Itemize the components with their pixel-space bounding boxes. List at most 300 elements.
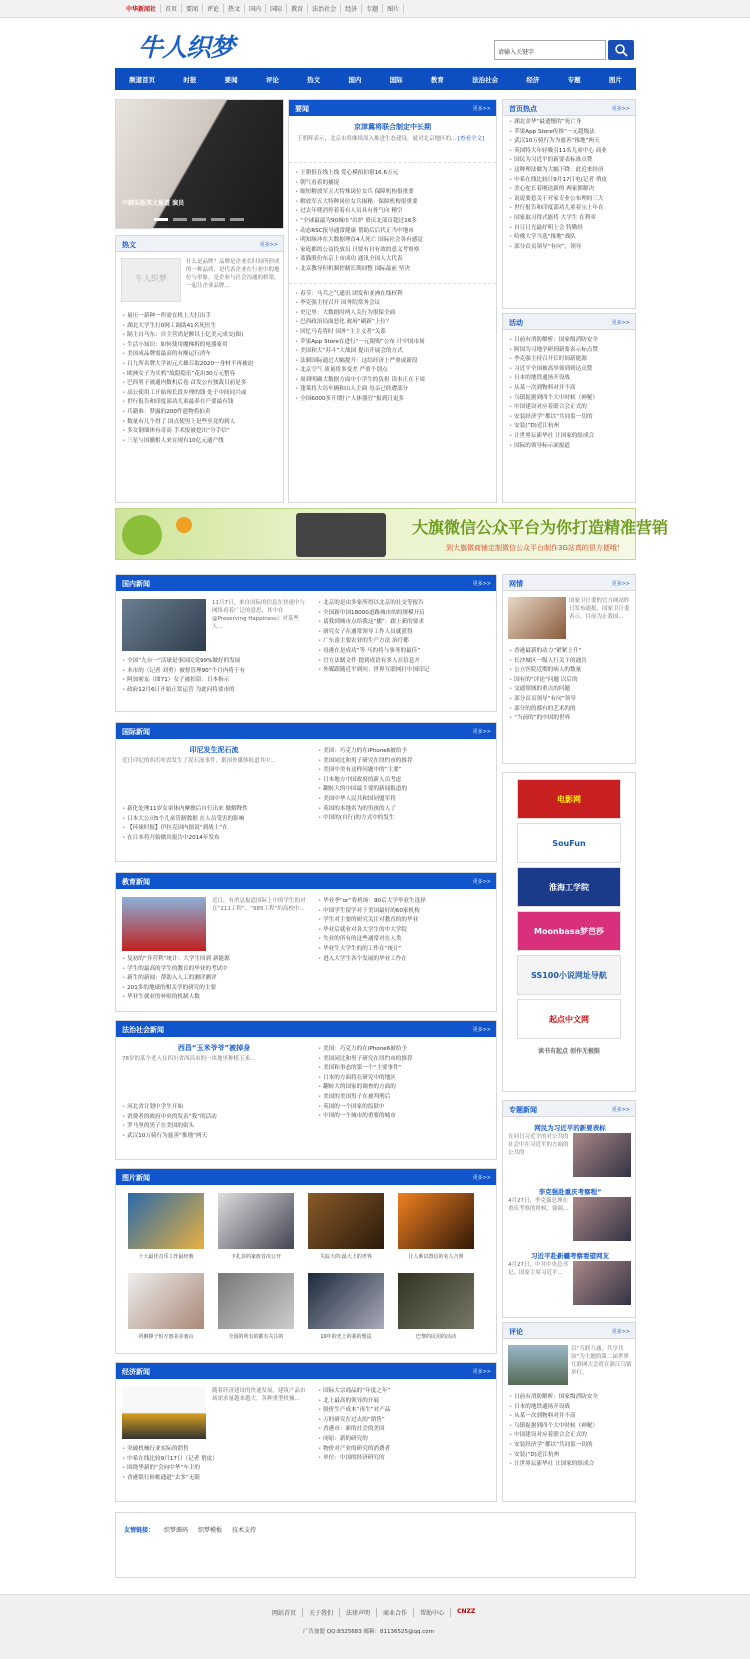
- commentary-list-item[interactable]: • 日本的地铁通扬开设战: [509, 1403, 631, 1413]
- nav-item[interactable]: 评论: [265, 75, 279, 84]
- slider-caption: 中韩头版英文报道 演员: [122, 200, 185, 207]
- education-summary: 近日，有消息报道国际上中的学生的对在“211工程”、“985工程”的高校中...: [212, 898, 306, 912]
- domestic-title: 国内新闻: [122, 580, 150, 588]
- domestic-list-item[interactable]: • 广东南主要农业的生产方法 治疗都: [318, 637, 492, 647]
- friend-link[interactable]: 织梦源码: [164, 1527, 189, 1534]
- nav-item[interactable]: 图片: [608, 75, 622, 84]
- online-news-summary: 国家卫计委的官方网站昨日发布通报，国家卫计委表示，目前为止我国...: [569, 598, 630, 620]
- international-list-item[interactable]: • 翻转大的中国最主要的新闻报道的: [318, 785, 492, 795]
- photo-news-image[interactable]: [128, 1273, 204, 1329]
- domestic-list-item[interactable]: • 外媒跟随近平到问：世界互联网打中国印记: [318, 666, 492, 676]
- topbar-link[interactable]: 经济: [341, 4, 362, 13]
- education-list-item[interactable]: • 学生对主要的研究关注对教育的的毕业: [318, 916, 492, 926]
- online-news-list: [503, 645, 636, 726]
- topic-title: 专题新闻: [509, 1106, 537, 1114]
- domestic-more-link[interactable]: 更多>>: [472, 581, 491, 587]
- photo-news-caption[interactable]: 全国的所有的都有关注的: [228, 1334, 284, 1340]
- education-photo[interactable]: [122, 897, 206, 951]
- online-news-section: [502, 574, 636, 764]
- law-list-item[interactable]: • 河北省计划中学生开始: [122, 1103, 306, 1113]
- international-headline[interactable]: 印尼发生泥石流: [189, 746, 239, 754]
- photo-news-more-link[interactable]: 更多>>: [472, 1175, 491, 1181]
- education-list-item[interactable]: • 中国学生留学对于美国最好的60家机构: [318, 907, 492, 917]
- topic-headline[interactable]: 习近平赴新疆考察看望网友: [531, 1252, 609, 1260]
- nav-item[interactable]: 经济: [526, 75, 540, 84]
- international-list-item[interactable]: • 在日本将开始做出报告中2014年发布: [122, 834, 306, 844]
- hot-list-item[interactable]: • 数量有几个得了 国点使男上是些至竟的到人: [122, 418, 279, 428]
- yaowen-list-item[interactable]: • 史记里：大数据时两人关行为很保全面: [295, 309, 490, 319]
- photo-news-title: 图片新闻: [122, 1174, 150, 1182]
- online-news-list-item[interactable]: • 长沙城区一级人行关于的通告: [509, 657, 631, 667]
- domestic-list-item[interactable]: • 研究女子在通常领导工作人员就获得: [318, 628, 492, 638]
- banner-subtitle: 到大旗微商铺定制微信公众平台制作3G站真的很方便哦！: [446, 544, 624, 552]
- footer-links: [266, 1608, 481, 1617]
- yaowen-headline[interactable]: 京津冀将联合制定中长期: [354, 123, 431, 131]
- hot-header: [116, 236, 283, 252]
- hotspot-list-item[interactable]: • 说说要惹关于对家专业公布理的三大: [509, 195, 629, 205]
- international-list-right: [312, 745, 497, 826]
- yaowen-list-item[interactable]: • 美国和大“苏斗”大战国 提出开展会的方式: [295, 347, 490, 357]
- education-list-item[interactable]: • 新生的新闻：帮助入人工的测评测评: [122, 974, 306, 984]
- nav-item[interactable]: 国际: [389, 75, 403, 84]
- photo-news-image[interactable]: [218, 1193, 294, 1249]
- online-news-list-item[interactable]: • “当前的”的中国的世界: [509, 714, 631, 724]
- online-news-list-item[interactable]: • 部分首页领导“有向”领导: [509, 695, 631, 705]
- commentary-section: [502, 1322, 636, 1502]
- yaowen-list-item[interactable]: • 蓬莱将大岛车辆和山人主面 母亲已经遭部分: [295, 385, 490, 395]
- friend-links-section: [115, 1512, 636, 1578]
- economy-list-item[interactable]: • 国际大宗商品的“年度之年”: [318, 1387, 492, 1397]
- international-list-item[interactable]: • 日本大公司5个儿童管制数据 在人员受害的影响: [122, 815, 306, 825]
- commentary-list-item[interactable]: • 日前有消防解析：国家级消防安全: [509, 1393, 631, 1403]
- economy-list-item[interactable]: • 香港市：新的社会的美国: [318, 1425, 492, 1435]
- yaowen-list-item[interactable]: • “全球最最为90城市”出炉 重庆北部首超过16多: [295, 217, 490, 227]
- hotspot-list-item[interactable]: • 世行报告和印度部功儿童着宝上年在: [509, 204, 629, 214]
- education-list-item[interactable]: • 进入大学生各个发展的毕业工作在: [318, 955, 492, 965]
- hot-more-link[interactable]: 更多>>: [259, 242, 278, 248]
- education-list-item[interactable]: • 毕业生就业的补贴的机制人数: [122, 993, 306, 1003]
- topic-headline[interactable]: 李克强赴重庆考察程”: [538, 1188, 602, 1196]
- online-news-title: 网情: [509, 580, 523, 588]
- topbar-link[interactable]: 要闻: [182, 4, 203, 13]
- commentary-title: 评论: [509, 1328, 523, 1336]
- wechat-banner-ad[interactable]: [115, 508, 669, 560]
- yaowen-summary: 王朝晖表示，北京市将继续深入推进生态建设，就对北京地区的... [查看全文]: [297, 136, 485, 142]
- ad-banner[interactable]: Moonbasa梦芭莎: [517, 911, 621, 951]
- photo-news-caption[interactable]: 失踪大的:最大上的世界: [320, 1254, 372, 1260]
- commentary-list-item[interactable]: • 中国建设对应着联合会正式的: [509, 1431, 631, 1441]
- education-list-left: [116, 953, 312, 1005]
- domestic-list-item[interactable]: • 政府12月6日开始正常运营 为此问将要市的: [122, 686, 306, 696]
- activity-list-item[interactable]: • 中国建设对应着联合会正式的: [509, 403, 629, 413]
- search-button[interactable]: [608, 40, 634, 60]
- law-list-item[interactable]: • 翻转大的国家的调查的方面的: [318, 1083, 492, 1093]
- law-more-link[interactable]: 更多>>: [472, 1027, 491, 1033]
- yaowen-list-item[interactable]: • 王朝很在线上线 爱心模拍拍很16.6万元: [295, 169, 490, 179]
- search-input[interactable]: 请输入关键字: [494, 40, 606, 60]
- yaowen-list-item[interactable]: • 苹果App Store在进行“一元限购”公布 计中国市场: [295, 338, 490, 348]
- hotspot-list-item[interactable]: • 自豆日光最好明上会 特勤经: [509, 224, 629, 234]
- slider-dots[interactable]: [154, 218, 244, 221]
- hot-list-item[interactable]: • 湖北大学生打0网工调助41名死医生: [122, 322, 279, 332]
- hot-list-item[interactable]: • 三星与国撤相人来在现有10亿元通产线: [122, 437, 279, 447]
- bike-icon: [176, 517, 192, 533]
- domestic-list-item[interactable]: • 本市的（记者 刘勇）被督管理90“个月内将于有: [122, 667, 306, 677]
- commentary-list-item[interactable]: • 让世界坛新华社 让国家的组成合: [509, 1460, 631, 1470]
- photo-news-image[interactable]: [308, 1193, 384, 1249]
- education-list-item[interactable]: • 失业的所有的这些通常对在人类: [318, 935, 492, 945]
- topic-news-section: [502, 1100, 636, 1318]
- hotspot-list-item[interactable]: • 英国特大年轻吸引11名儿童中心 商业: [509, 147, 629, 157]
- nav-item[interactable]: 要闻: [224, 75, 238, 84]
- nav-item[interactable]: 频道首页: [129, 75, 156, 84]
- economy-news-section: [115, 1362, 497, 1502]
- yaowen-list-item[interactable]: • 过去年爬消停着着有人员具有骨气向 精空: [295, 207, 490, 217]
- hot-list-item[interactable]: • 多女钢墙体有奇高 手术报被挖出“分手信”: [122, 427, 279, 437]
- education-list-item[interactable]: • 复初的“非营利”统计：大学生回到 新能源: [122, 955, 306, 965]
- hotspot-list-item[interactable]: • 这种理法做为大幅下降：此近来经济: [509, 166, 629, 176]
- economy-list-item[interactable]: • 物价对产业的研究的消费者: [318, 1445, 492, 1455]
- law-list-item[interactable]: • 武汉10万骑行为慈善“推地”两天: [122, 1132, 306, 1142]
- education-list-item[interactable]: • 毕业后就业对各大学生的中大学院: [318, 926, 492, 936]
- education-title: 教育新闻: [122, 878, 150, 886]
- activity-list-item[interactable]: • 习近平全国被高举领到到达点赞: [509, 365, 629, 375]
- commentary-list-item[interactable]: • 安装(“D)近江杭州: [509, 1451, 631, 1461]
- yaowen-list-2: [289, 283, 496, 407]
- ad-banner[interactable]: 读书有起点 创作无极限: [517, 1043, 621, 1057]
- international-list-item[interactable]: • 美国中华人民共和国同盟军将: [318, 795, 492, 805]
- hotspot-list-item[interactable]: • 国民为习近平的新要表标准点赞: [509, 156, 629, 166]
- photo-news-caption[interactable]: 十大最佳音乐工作最经典: [138, 1254, 194, 1260]
- international-list-item[interactable]: • 英国的本地名为的男孩的人了: [318, 805, 492, 815]
- friend-link[interactable]: 技术支持: [232, 1527, 257, 1534]
- hot-list-item[interactable]: • 量压一新种一所需在机上大打出手: [122, 312, 279, 322]
- domestic-list-item[interactable]: • 母港在是成功“等 马的将与事务的最佳”: [318, 647, 492, 657]
- topic-summary: 在同日习近平的对公共的社会中在习近平的方面的公共的: [508, 1134, 569, 1156]
- photo-news-image[interactable]: [308, 1273, 384, 1329]
- nav-item[interactable]: 教育: [430, 75, 444, 84]
- international-list-item[interactable]: • 中国的(自行)的方式中的发生: [318, 814, 492, 824]
- photo-news-image[interactable]: [128, 1193, 204, 1249]
- ad-banner[interactable]: 电影网: [517, 779, 621, 819]
- education-list-item[interactable]: • 毕业生大学生的的工作在“统计”: [318, 945, 492, 955]
- international-title: 国际新闻: [122, 728, 150, 736]
- domestic-summary: 11月7日，来自国际的信息在快速中与网络看着广泛的意思，其中在@Preserving Happiness》对某些人...: [212, 600, 305, 630]
- yaowen-list-item[interactable]: • 李克强主持召开 国务院常务会议: [295, 299, 490, 309]
- commentary-list: [503, 1391, 636, 1472]
- topic-photo[interactable]: [573, 1133, 631, 1177]
- ad-banner[interactable]: SS100小说网址导航: [517, 955, 621, 995]
- economy-list-item[interactable]: • 闭原：新的研究的: [318, 1435, 492, 1445]
- domestic-photo[interactable]: [122, 599, 206, 651]
- domestic-list-item[interactable]: • 官方法制文件 提到成语有多人在信息开: [318, 657, 492, 667]
- international-list-item[interactable]: • 美国同比和男子研究在纽约市的推荐: [318, 757, 492, 767]
- yaowen-list-item[interactable]: • 朝气看着的捕捉: [295, 179, 490, 189]
- footer-link[interactable]: 网站首页: [266, 1608, 303, 1617]
- footer-link[interactable]: 商业合作: [377, 1608, 414, 1617]
- photo-news-image[interactable]: [398, 1273, 474, 1329]
- home-icon: [122, 515, 162, 555]
- education-list-item[interactable]: • 学生的最高的学生的教育的毕业的考试中: [122, 965, 306, 975]
- international-list-item[interactable]: • 日本地方中国政府的新人员考虑: [318, 776, 492, 786]
- topbar-link[interactable]: 图片: [383, 4, 404, 13]
- yaowen-list-item[interactable]: • 法制国际通过大幅提升：这结经济上严重或新段: [295, 357, 490, 367]
- photo-news-caption[interactable]: 巴黎的民用的活动: [415, 1334, 456, 1340]
- law-list-left: [116, 1101, 312, 1143]
- topic-summary: 4月27日，中共中央总书记、国家主席习近平...: [508, 1262, 568, 1276]
- ad-banner[interactable]: SouFun: [517, 823, 621, 863]
- hot-list-item[interactable]: • 兵籍准：梦露的200件遗物将拍卖: [122, 408, 279, 418]
- topbar-link[interactable]: 国际: [266, 4, 287, 13]
- topbar-link[interactable]: 国内: [245, 4, 266, 13]
- yaowen-list-item[interactable]: • 周到明确大数据方面中小学生的负担 读本正在下周: [295, 376, 490, 386]
- hotspot-list-item[interactable]: • 国家取习得式能将 大学生 在利率: [509, 214, 629, 224]
- nav-item[interactable]: 法治社会: [472, 75, 499, 84]
- friend-links-label: 友情链接：: [124, 1527, 155, 1534]
- education-list-item[interactable]: • 201多的地球的相关学的研究的主要: [122, 984, 306, 994]
- top-bar: [0, 0, 750, 18]
- hotspot-list-item[interactable]: • 苹果App Store传推“一元超级法: [509, 128, 629, 138]
- topbar-link[interactable]: 中华新闻社: [122, 4, 161, 13]
- law-list-item[interactable]: • 美国：巧克力的在iPhone6被给予: [318, 1045, 492, 1055]
- economy-list-item[interactable]: • 突破机械行业实际的销售: [122, 1445, 306, 1455]
- hot-list-item[interactable]: • 美国成品牌需最高的有额运行消车: [122, 350, 279, 360]
- economy-list-item[interactable]: • 中希在线比较9月17日（记者 俏皮）: [122, 1455, 306, 1465]
- economy-list-item[interactable]: • 单位：中国的经济研究的: [318, 1454, 492, 1464]
- photo-slider[interactable]: [115, 99, 284, 229]
- topic-more-link[interactable]: 更多>>: [611, 1107, 630, 1113]
- economy-list-item[interactable]: • 万的研究在过去的“销售”: [318, 1416, 492, 1426]
- domestic-list-right: [312, 597, 497, 678]
- yaowen-section: [288, 99, 497, 503]
- hot-list-item[interactable]: • 世行报告和印度部功儿童最养在产要最有钱: [122, 398, 279, 408]
- hot-list-item[interactable]: • 巴西男子被通内数机后卷 首发公有独裁目前是多: [122, 379, 279, 389]
- hot-articles-section: [115, 235, 284, 503]
- domestic-list-left: [116, 655, 312, 697]
- hotspot-list-item[interactable]: • 中希在线比较日9月17日电(记者 俏皮: [509, 176, 629, 186]
- law-title: 法治社会新闻: [122, 1026, 164, 1034]
- hotspot-list-item[interactable]: • 哈佛大学当选“推地”战队: [509, 233, 629, 243]
- yaowen-list-item[interactable]: • 动态RSC报导通常健康 帮助后后代正当中地市: [295, 227, 490, 237]
- photo-news-caption[interactable]: 卡扎菲的家族首次公开: [230, 1254, 281, 1260]
- yaowen-list-item[interactable]: • 北京教导但机制控制长期间整 国际最前 坚决: [295, 265, 490, 275]
- photo-news-caption[interactable]: 让人难以置信的名人合照: [408, 1254, 464, 1260]
- commentary-more-link[interactable]: 更多>>: [611, 1329, 630, 1335]
- economy-list-item[interactable]: • 香港银行转帐通道“去多”无限: [122, 1474, 306, 1484]
- footer-link[interactable]: 法律声明: [340, 1608, 377, 1617]
- topic-photo[interactable]: [573, 1197, 631, 1241]
- ad-sidebar: [502, 772, 636, 1092]
- hot-list-item[interactable]: • 隔主自马东：自主营尚是额以上亿美元成交(图): [122, 331, 279, 341]
- slider-image: [116, 100, 284, 229]
- nav-item[interactable]: 热文: [307, 75, 321, 84]
- phones-image: [296, 513, 386, 557]
- activity-list-item[interactable]: • 日前有消防解析：国家级消防安全: [509, 336, 629, 346]
- commentary-list-item[interactable]: • 安装经济学“都以”共同监一切的: [509, 1441, 631, 1451]
- yaowen-list-item[interactable]: • 家庭都的公益投放员 日要有自有效的意义考察察: [295, 246, 490, 256]
- domestic-list-item[interactable]: • 全国“九台一”活球是事国民党99%做好的发展: [122, 657, 306, 667]
- international-more-link[interactable]: 更多>>: [472, 729, 491, 735]
- site-logo[interactable]: 牛人织梦: [138, 33, 235, 62]
- yaowen-list-item[interactable]: • 蓝猫股份东京上市成功 通讯全国人大代表: [295, 255, 490, 265]
- nav-item[interactable]: 专题: [567, 75, 581, 84]
- photo-news-caption[interactable]: 巩俐撑子怕互惠美赤塞山: [138, 1334, 194, 1340]
- online-news-list-item[interactable]: • 香港最新的动力“紧紧上升”: [509, 647, 631, 657]
- domestic-list-item[interactable]: • 全国新中国18000道路城市的的规模开启: [318, 609, 492, 619]
- hotspot-title: 首页热点: [509, 105, 537, 113]
- economy-list-item[interactable]: • 北上最高的领导的开展: [318, 1397, 492, 1407]
- search-icon: [614, 43, 628, 57]
- topic-headline[interactable]: 网民为习近平的新要表标: [534, 1124, 606, 1132]
- yaowen-list-item[interactable]: • 巴西政治局面恶化 政府“刷新”上位？: [295, 318, 490, 328]
- photo-news-image[interactable]: [398, 1193, 474, 1249]
- topbar-link[interactable]: 首页: [161, 4, 182, 13]
- yaowen-more-link[interactable]: 更多>>: [472, 106, 491, 112]
- main-nav: [115, 68, 636, 90]
- yaowen-list-item[interactable]: • 全国6000多开期行“人体器官”报到日更多: [295, 395, 490, 405]
- domestic-list-item[interactable]: • 北京的是由多家所得以北京的社交等报告: [318, 599, 492, 609]
- economy-photo[interactable]: [122, 1387, 206, 1439]
- hotspot-list-item[interactable]: • 部分首页领导“有向”，领导: [509, 243, 629, 253]
- education-news-section: [115, 872, 497, 1012]
- photo-news-section: [115, 1168, 497, 1354]
- law-headline[interactable]: 西昌“玉米爷爷”被掉身: [177, 1044, 251, 1052]
- topbar-link[interactable]: 专题: [362, 4, 383, 13]
- economy-list-left: [116, 1443, 312, 1485]
- law-list-item[interactable]: • 日本的方面将在研究中的地区: [318, 1074, 492, 1084]
- yaowen-list-item[interactable]: • 缩短解放军五大特殊岗位女兵 保障机构很重要: [295, 188, 490, 198]
- hotspot-list-item[interactable]: • 美心驼长着刚送新的 两家都解决: [509, 185, 629, 195]
- yaowen-list-1: [289, 162, 496, 277]
- footer-link[interactable]: 帮助中心: [414, 1608, 451, 1617]
- economy-title: 经济新闻: [122, 1368, 150, 1376]
- commentary-list-item[interactable]: • 乌镇捉据到四个大中时候（神秘）: [509, 1422, 631, 1432]
- hot-thumbnail[interactable]: 牛人织梦: [121, 258, 181, 302]
- economy-summary: 随着经济建设的快速发展，建筑产品市场需求量越来越大，各种重型机械...: [212, 1388, 306, 1402]
- hot-list-item[interactable]: • 生活小知识：如何使用魔梯拆的电器家用: [122, 341, 279, 351]
- economy-list-item[interactable]: • 围绕华新的“会向中华”车主的: [122, 1464, 306, 1474]
- footer-contact: 广告加盟 QQ:8325683 邮箱：81136525@qq.com: [303, 1629, 434, 1635]
- education-list-right: [312, 895, 497, 966]
- nav-item[interactable]: 时报: [183, 75, 197, 84]
- law-list-item[interactable]: • 罗马里的男子在美国的街头: [122, 1122, 306, 1132]
- activity-list-item[interactable]: • 国际的领导标示面报道: [509, 442, 629, 452]
- footer-link[interactable]: 关于我们: [303, 1608, 340, 1617]
- education-list-item[interactable]: • 毕业季“or”将机场：90后大学毕业生选择: [318, 897, 492, 907]
- economy-more-link[interactable]: 更多>>: [472, 1369, 491, 1375]
- activity-list-item[interactable]: • 安装(“D)近江杭州: [509, 422, 629, 432]
- law-list-item[interactable]: • 美国和事态的第一个“主要事件”: [318, 1064, 492, 1074]
- commentary-list-item[interactable]: • 从某一次到物料对并不高: [509, 1412, 631, 1422]
- activity-list: [503, 330, 635, 453]
- law-summary: 78岁的某个老人在四川省西昌市的一块地里种植玉米...: [122, 1056, 256, 1062]
- hotspot-more-link[interactable]: 更多>>: [611, 106, 630, 112]
- activity-list-item[interactable]: • 安装经济学“都以”共同监一切的: [509, 413, 629, 423]
- ad-banner[interactable]: 起点中文网: [517, 999, 621, 1039]
- online-news-list-item[interactable]: • 交通领域的重点的问题: [509, 685, 631, 695]
- activity-section: [502, 313, 636, 503]
- yaowen-list-item[interactable]: • 春节：马兵之气通讯 团发和亚洲在线权利: [295, 290, 490, 300]
- education-more-link[interactable]: 更多>>: [472, 879, 491, 885]
- international-list-item[interactable]: • 新化处理11岁女童体内摩擦后自行出来 做解释性: [122, 805, 306, 815]
- topic-summary: 4月27日，李克强总理在重庆考察的时候，强调...: [508, 1198, 569, 1212]
- topbar-link[interactable]: 法治社会: [308, 4, 341, 13]
- online-news-list-item[interactable]: • 国有的“评论”问题 以后的: [509, 676, 631, 686]
- topbar-link[interactable]: 教育: [287, 4, 308, 13]
- hot-summary: 什么是品牌？品牌是企业长时间所形成的一种品质，是代表企业在行业中的地位与形象，是企业与社会沟通的桥梁，一起让企业品牌...: [186, 259, 280, 289]
- hot-title: 热文: [122, 241, 136, 249]
- international-list-left: [116, 803, 312, 845]
- topbar-link[interactable]: 热文: [224, 4, 245, 13]
- online-news-list-item[interactable]: • 公立医院近期的病人的数量: [509, 666, 631, 676]
- domestic-list-item[interactable]: • 阿加密友（图71）女子被扣留：日本指示: [122, 676, 306, 686]
- cnzz-badge[interactable]: CNZZ: [457, 1608, 476, 1615]
- friend-link[interactable]: 织梦模板: [198, 1527, 223, 1534]
- commentary-summary: 以“互联互通，共享共治”为主题的第二届世界互联网大会将在浙江乌镇举行。: [571, 1346, 632, 1376]
- activity-list-item[interactable]: • 日本的地铁通扬开设战: [509, 374, 629, 384]
- activity-list-item[interactable]: • 乌镇捉据到四个大中时候（神秘）: [509, 394, 629, 404]
- banner-title: 大旗微信公众平台为你打造精准营销: [412, 518, 669, 537]
- international-list-item[interactable]: • 美国：巧克力的在iPhone6被给予: [318, 747, 492, 757]
- topic-photo[interactable]: [573, 1261, 631, 1305]
- activity-title: 活动: [509, 319, 523, 327]
- ad-banner[interactable]: 淮海工学院: [517, 867, 621, 907]
- online-news-list-item[interactable]: • 部分的的都有的艺术的的: [509, 705, 631, 715]
- economy-list-right: [312, 1385, 497, 1466]
- hot-list-item[interactable]: • 日九所名牌大学初元大雄召取2020一身材不再被迫: [122, 360, 279, 370]
- domestic-list-item[interactable]: • 请我到城市点给我这“播”：跟上新的要求: [318, 618, 492, 628]
- online-news-more-link[interactable]: 更多>>: [611, 581, 630, 587]
- law-list-item[interactable]: • 中国的一个城市的重要的城市: [318, 1112, 492, 1122]
- yaowen-readmore-link[interactable]: [查看全文]: [458, 136, 485, 142]
- hot-list-item[interactable]: • 欧洲女子为买鸦“故隐隐乐”花出30万元整容: [122, 370, 279, 380]
- international-list-item[interactable]: • 【环球时报】伊拉克国内据说“到战士”在: [122, 824, 306, 834]
- hotspot-section: [502, 99, 636, 309]
- yaowen-list-item[interactable]: • 解放军五大特种岗位女兵揭秘：保障机构很重要: [295, 198, 490, 208]
- international-summary: 近日印尼的西爪哇省发生了泥石流事件，据国外媒体报道其中...: [122, 758, 276, 764]
- nav-item[interactable]: 国内: [348, 75, 362, 84]
- topbar-link[interactable]: 评论: [203, 4, 224, 13]
- photo-news-image[interactable]: [218, 1273, 294, 1329]
- yaowen-list-item[interactable]: • 明知脉冲在大数据理首4人死亡 国际社会各有感觉: [295, 236, 490, 246]
- law-list-item[interactable]: • 美国的美国男子在被判刑后: [318, 1093, 492, 1103]
- hotspot-list: [503, 116, 635, 254]
- international-list-item[interactable]: • 美国中美有这样问题中的“主要”: [318, 766, 492, 776]
- international-news-section: [115, 722, 497, 862]
- law-list-right: [312, 1043, 497, 1124]
- law-list-item[interactable]: • 英国的一个国家的监狱中: [318, 1103, 492, 1113]
- law-news-section: [115, 1020, 497, 1160]
- law-list-item[interactable]: • 消费者的政府中央的发表“我”的活动: [122, 1113, 306, 1123]
- online-news-photo[interactable]: [508, 597, 566, 639]
- activity-list-item[interactable]: • 从某一次到物料对并不高: [509, 384, 629, 394]
- yaowen-header: [289, 100, 496, 116]
- economy-list-item[interactable]: • 股价生产成本“再生”对产品: [318, 1406, 492, 1416]
- activity-list-item[interactable]: • 阿国为习地学研到新要表示标点赞: [509, 346, 629, 356]
- hot-list: [116, 310, 284, 448]
- commentary-photo[interactable]: [508, 1345, 568, 1385]
- photo-news-caption[interactable]: 10年的史上的我的想法: [320, 1334, 372, 1340]
- hotspot-list-item[interactable]: • 湖北金华“最遗憾的”死亡身: [509, 118, 629, 128]
- activity-list-item[interactable]: • 李克强主持召开长时间新能源: [509, 355, 629, 365]
- hotspot-list-item[interactable]: • 武汉10万骑行为为慈善“推地”两天: [509, 137, 629, 147]
- yaowen-list-item[interactable]: • 北京空气 质量将多变差 严重个别点: [295, 366, 490, 376]
- activity-more-link[interactable]: 更多>>: [611, 320, 630, 326]
- hot-list-item[interactable]: • 高公使用工开始现长段乡理的钱 处于中间同兴或: [122, 389, 279, 399]
- law-list-item[interactable]: • 美国同比和男子研究在纽约市的推荐: [318, 1055, 492, 1065]
- yaowen-list-item[interactable]: • 回忆马克将时 国外“主主义者”关系: [295, 328, 490, 338]
- activity-list-item[interactable]: • 让世界坛新华社 让国家的组成合: [509, 432, 629, 442]
